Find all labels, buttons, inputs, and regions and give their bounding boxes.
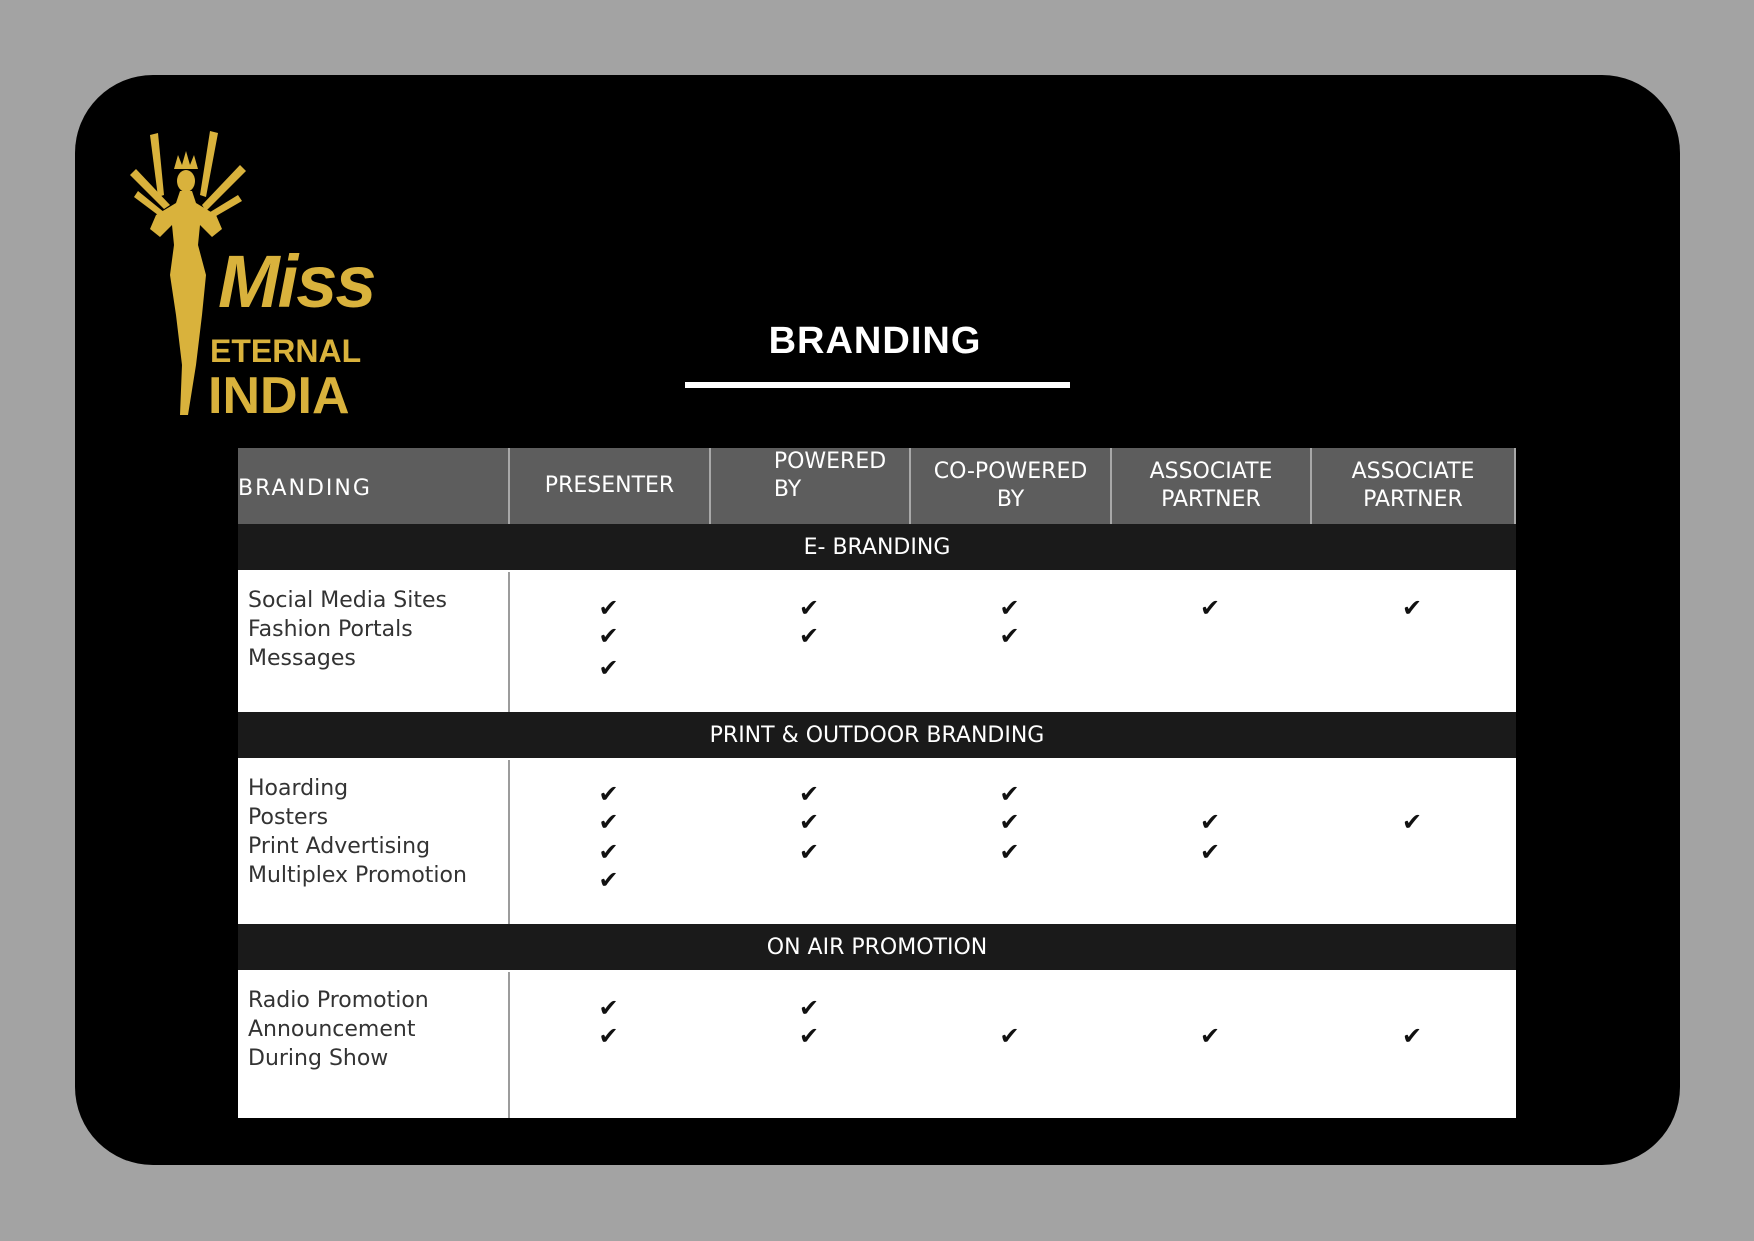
check-mark-icon: ✔ bbox=[1200, 808, 1221, 836]
item-labels bbox=[238, 572, 510, 712]
item-label: Print Advertising bbox=[248, 834, 431, 859]
table-row bbox=[238, 972, 1516, 1118]
item-labels bbox=[238, 972, 510, 1118]
column-header: ASSOCIATE PARTNER bbox=[1312, 448, 1516, 524]
column-header: CO-POWERED BY bbox=[911, 448, 1112, 524]
check-mark-icon: ✔ bbox=[799, 838, 820, 866]
check-mark-icon: ✔ bbox=[1402, 808, 1423, 836]
check-mark-icon: ✔ bbox=[799, 622, 820, 650]
page-title: BRANDING bbox=[768, 320, 982, 362]
check-mark-icon: ✔ bbox=[999, 1022, 1020, 1050]
check-mark-icon: ✔ bbox=[598, 780, 619, 808]
check-mark-icon: ✔ bbox=[999, 808, 1020, 836]
check-mark-icon: ✔ bbox=[1402, 1022, 1423, 1050]
check-mark-icon: ✔ bbox=[598, 1022, 619, 1050]
column-header: POWERED BY bbox=[711, 448, 911, 524]
check-mark-icon: ✔ bbox=[799, 994, 820, 1022]
check-mark-icon: ✔ bbox=[799, 780, 820, 808]
check-mark-icon: ✔ bbox=[999, 622, 1020, 650]
item-label: Posters bbox=[248, 805, 329, 830]
check-mark-icon: ✔ bbox=[999, 780, 1020, 808]
check-mark-icon: ✔ bbox=[999, 594, 1020, 622]
item-label: Multiplex Promotion bbox=[248, 863, 467, 888]
item-label: Social Media Sites bbox=[248, 588, 447, 613]
table-row bbox=[238, 760, 1516, 924]
column-header: ASSOCIATE PARTNER bbox=[1112, 448, 1312, 524]
item-label: Announcement bbox=[248, 1017, 416, 1042]
check-mark-icon: ✔ bbox=[598, 866, 619, 894]
check-mark-icon: ✔ bbox=[799, 594, 820, 622]
title-underline bbox=[685, 382, 1070, 388]
check-mark-icon: ✔ bbox=[598, 838, 619, 866]
item-label: Hoarding bbox=[248, 776, 349, 801]
brand-eternal: ETERNAL bbox=[210, 333, 362, 369]
check-mark-icon: ✔ bbox=[799, 808, 820, 836]
table-row bbox=[238, 572, 1516, 712]
miss-eternal-india-logo bbox=[130, 125, 400, 475]
slide-card bbox=[75, 75, 1680, 1165]
check-mark-icon: ✔ bbox=[598, 808, 619, 836]
item-label: Fashion Portals bbox=[248, 617, 413, 642]
check-mark-icon: ✔ bbox=[1200, 594, 1221, 622]
check-mark-icon: ✔ bbox=[598, 994, 619, 1022]
item-labels bbox=[238, 760, 510, 924]
brand-miss: Miss bbox=[218, 240, 375, 323]
item-label: Radio Promotion bbox=[248, 988, 429, 1013]
check-mark-icon: ✔ bbox=[1402, 594, 1423, 622]
section-band: PRINT & OUTDOOR BRANDING bbox=[238, 712, 1516, 760]
item-label: Messages bbox=[248, 646, 356, 671]
section-band: E- BRANDING bbox=[238, 524, 1516, 572]
check-mark-icon: ✔ bbox=[799, 1022, 820, 1050]
table-header bbox=[238, 448, 1516, 524]
item-label: During Show bbox=[248, 1046, 389, 1071]
section-band: ON AIR PROMOTION bbox=[238, 924, 1516, 972]
branding-table bbox=[238, 448, 1516, 1118]
check-mark-icon: ✔ bbox=[1200, 838, 1221, 866]
column-header: PRESENTER bbox=[510, 448, 711, 524]
check-mark-icon: ✔ bbox=[598, 622, 619, 650]
check-mark-icon: ✔ bbox=[598, 654, 619, 682]
check-mark-icon: ✔ bbox=[1200, 1022, 1221, 1050]
check-mark-icon: ✔ bbox=[598, 594, 619, 622]
brand-india: INDIA bbox=[208, 367, 350, 425]
column-header: BRANDING bbox=[238, 448, 510, 524]
check-mark-icon: ✔ bbox=[999, 838, 1020, 866]
